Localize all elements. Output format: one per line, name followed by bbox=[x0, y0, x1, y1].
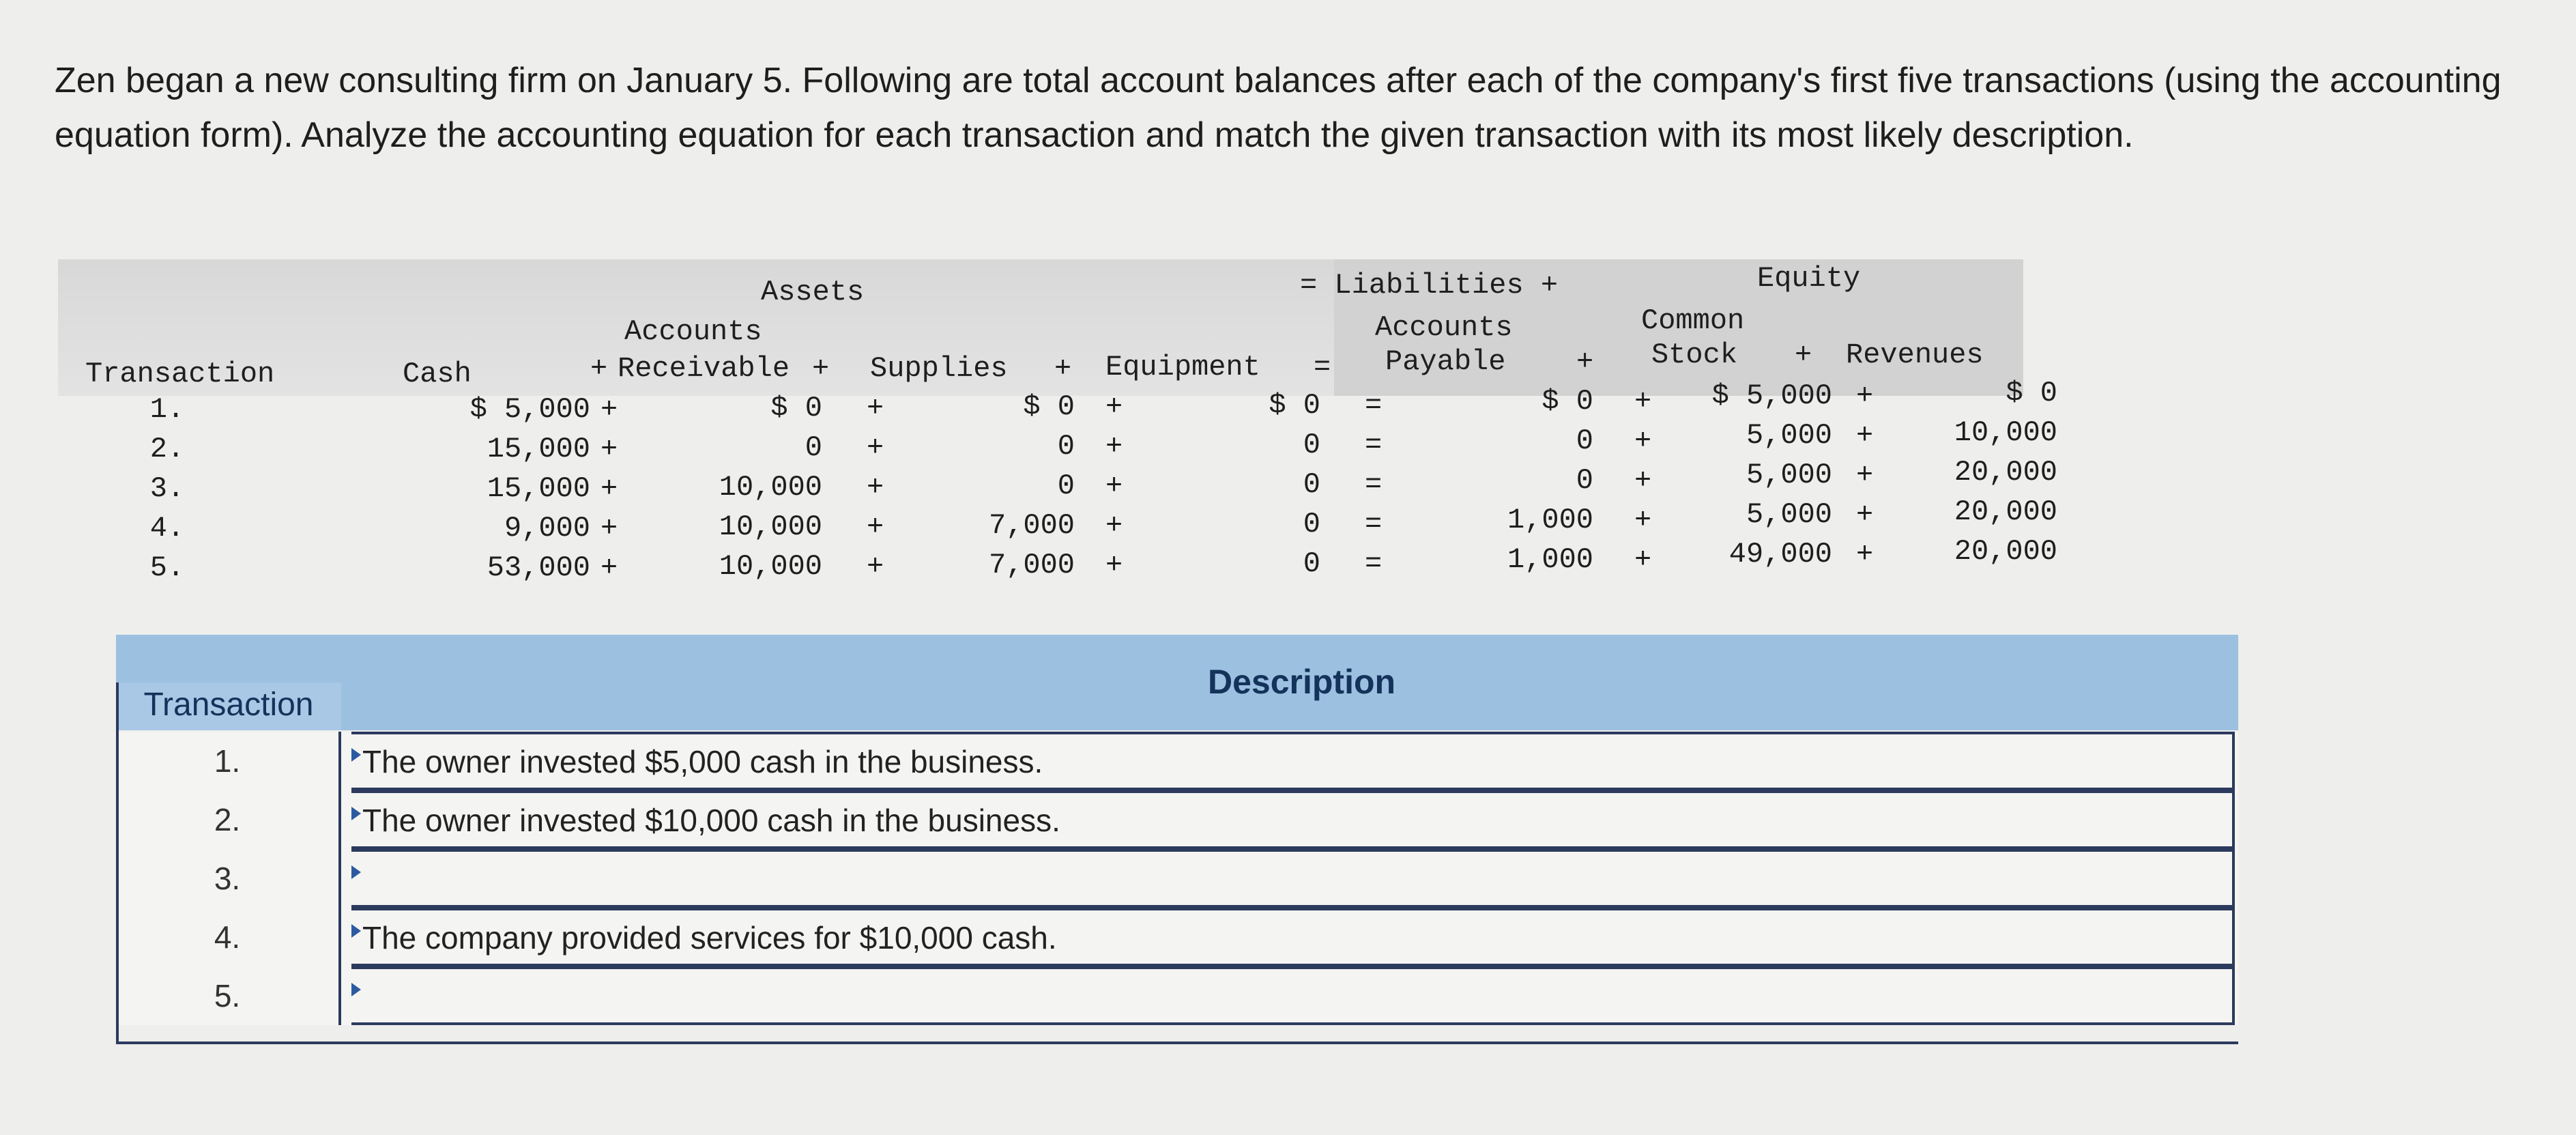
row-3-plus-1: + bbox=[600, 472, 618, 505]
row-2-cash: 15,000 bbox=[487, 433, 590, 465]
plus-header-1: + bbox=[590, 352, 608, 385]
row-2-equipment: 0 bbox=[1303, 429, 1320, 461]
plus-header-2: + bbox=[812, 352, 830, 385]
row-1-supplies: $ 0 bbox=[1023, 390, 1075, 423]
row-3-supplies: 0 bbox=[1057, 470, 1075, 502]
row-4-number: 4. bbox=[149, 512, 185, 545]
row-4-plus-4: + bbox=[1634, 504, 1652, 536]
row-5-revenues: 20,000 bbox=[1954, 535, 2057, 568]
row-4-common-stock: 5,000 bbox=[1746, 498, 1832, 531]
accounting-equation-table bbox=[58, 259, 2057, 607]
description-row-2-select[interactable]: The owner invested $10,000 cash in the business. bbox=[351, 790, 2235, 849]
row-5-plus-4: + bbox=[1634, 543, 1652, 576]
row-4-ap: 1,000 bbox=[1507, 504, 1593, 536]
row-5-number: 5. bbox=[149, 551, 185, 584]
row-3-ar: 10,000 bbox=[719, 471, 822, 504]
row-2-plus-3: + bbox=[1105, 430, 1123, 463]
question-text: Zen began a new consulting firm on January 5. Following are total account balances after each of the company's first five transactions (using the accounting equation form). Analyze the accounting equation for each transaction and match the given transaction with its most likely description. bbox=[55, 61, 2502, 155]
accounts-header-2: Accounts bbox=[1375, 311, 1513, 344]
row-2-plus-4: + bbox=[1634, 425, 1652, 457]
transaction-column-header: Transaction bbox=[143, 687, 314, 723]
row-2-ap: 0 bbox=[1576, 425, 1593, 457]
row-4-plus-2: + bbox=[867, 511, 884, 543]
transaction-header: Transaction bbox=[85, 358, 275, 390]
row-3-ap: 0 bbox=[1576, 464, 1593, 497]
description-row-4-select[interactable]: The company provided services for $10,000 cash. bbox=[351, 908, 2235, 966]
row-4-cash: 9,000 bbox=[504, 512, 590, 545]
row-4-plus-1: + bbox=[600, 512, 618, 545]
row-2-plus-1: + bbox=[600, 433, 618, 465]
plus-header-5: + bbox=[1795, 339, 1812, 371]
description-row-5-number: 5. bbox=[116, 966, 341, 1025]
row-4-equals: = bbox=[1365, 508, 1383, 541]
plus-header-3: + bbox=[1054, 352, 1072, 385]
equity-label: Equity bbox=[1757, 262, 1861, 295]
row-2-revenues: 10,000 bbox=[1954, 416, 2057, 449]
row-1-plus-2: + bbox=[867, 392, 884, 425]
row-1-common-stock: $ 5,000 bbox=[1711, 379, 1832, 412]
row-3-plus-4: + bbox=[1634, 464, 1652, 497]
row-5-cash: 53,000 bbox=[487, 551, 590, 584]
row-5-supplies: 7,000 bbox=[988, 549, 1075, 581]
row-1-plus-4: + bbox=[1634, 385, 1652, 418]
description-row-1-number: 1. bbox=[116, 732, 341, 790]
row-1-plus-3: + bbox=[1105, 390, 1123, 423]
row-5-common-stock: 49,000 bbox=[1728, 538, 1832, 571]
accounts-header: Accounts bbox=[624, 315, 762, 348]
cash-header: Cash bbox=[403, 358, 472, 390]
row-1-number: 1. bbox=[149, 393, 185, 426]
row-4-plus-3: + bbox=[1105, 509, 1123, 542]
row-2-plus-5: + bbox=[1856, 419, 1874, 452]
description-header: Description bbox=[1208, 663, 1396, 701]
row-3-plus-5: + bbox=[1856, 459, 1874, 491]
row-1-equipment: $ 0 bbox=[1269, 389, 1320, 422]
row-2-supplies: 0 bbox=[1057, 430, 1075, 463]
row-5-ar: 10,000 bbox=[719, 550, 822, 583]
row-2-number: 2. bbox=[149, 433, 185, 465]
liabilities-label: = Liabilities + bbox=[1300, 269, 1559, 302]
row-5-ap: 1,000 bbox=[1507, 543, 1593, 576]
revenues-header: Revenues bbox=[1846, 339, 1984, 371]
row-5-plus-1: + bbox=[600, 551, 618, 584]
row-3-equipment: 0 bbox=[1303, 468, 1320, 501]
receivable-header: Receivable bbox=[618, 352, 790, 385]
row-4-plus-5: + bbox=[1856, 498, 1874, 531]
row-5-plus-5: + bbox=[1856, 538, 1874, 571]
description-row-1-select[interactable]: The owner invested $5,000 cash in the business. bbox=[351, 732, 2235, 790]
common-header: Common bbox=[1641, 304, 1745, 337]
description-row-2-number: 2. bbox=[116, 790, 341, 849]
row-1-plus-5: + bbox=[1856, 379, 1874, 412]
description-table bbox=[116, 635, 2238, 1044]
row-4-supplies: 7,000 bbox=[988, 509, 1075, 542]
row-5-equipment: 0 bbox=[1303, 547, 1320, 580]
row-4-equipment: 0 bbox=[1303, 508, 1320, 541]
description-row-4-number: 4. bbox=[116, 908, 341, 966]
row-5-plus-2: + bbox=[867, 550, 884, 583]
row-3-common-stock: 5,000 bbox=[1746, 459, 1832, 491]
plus-header-4: + bbox=[1576, 345, 1594, 378]
row-3-cash: 15,000 bbox=[487, 472, 590, 505]
row-1-revenues: $ 0 bbox=[2006, 377, 2057, 410]
row-3-number: 3. bbox=[149, 472, 185, 505]
row-2-common-stock: 5,000 bbox=[1746, 419, 1832, 452]
row-4-revenues: 20,000 bbox=[1954, 495, 2057, 528]
payable-header: Payable bbox=[1385, 345, 1506, 378]
description-row-3-number: 3. bbox=[116, 849, 341, 908]
row-5-plus-3: + bbox=[1105, 549, 1123, 581]
row-1-ap: $ 0 bbox=[1542, 385, 1593, 418]
assets-label: Assets bbox=[761, 276, 865, 308]
row-1-plus-1: + bbox=[600, 393, 618, 426]
row-5-equals: = bbox=[1365, 547, 1383, 580]
row-2-plus-2: + bbox=[867, 431, 884, 464]
supplies-header: Supplies bbox=[870, 352, 1008, 385]
equals-header: = bbox=[1314, 351, 1331, 384]
row-2-ar: 0 bbox=[805, 431, 822, 464]
row-3-plus-2: + bbox=[867, 471, 884, 504]
equipment-header: Equipment bbox=[1105, 351, 1260, 384]
row-1-cash: $ 5,000 bbox=[469, 393, 590, 426]
description-table-border bbox=[116, 683, 2238, 1044]
row-3-revenues: 20,000 bbox=[1954, 456, 2057, 489]
row-2-equals: = bbox=[1365, 429, 1383, 461]
row-1-ar: $ 0 bbox=[770, 392, 822, 425]
row-3-equals: = bbox=[1365, 468, 1383, 501]
row-3-plus-3: + bbox=[1105, 470, 1123, 502]
stock-header: Stock bbox=[1651, 339, 1738, 371]
row-4-ar: 10,000 bbox=[719, 511, 822, 543]
row-1-equals: = bbox=[1365, 389, 1383, 422]
